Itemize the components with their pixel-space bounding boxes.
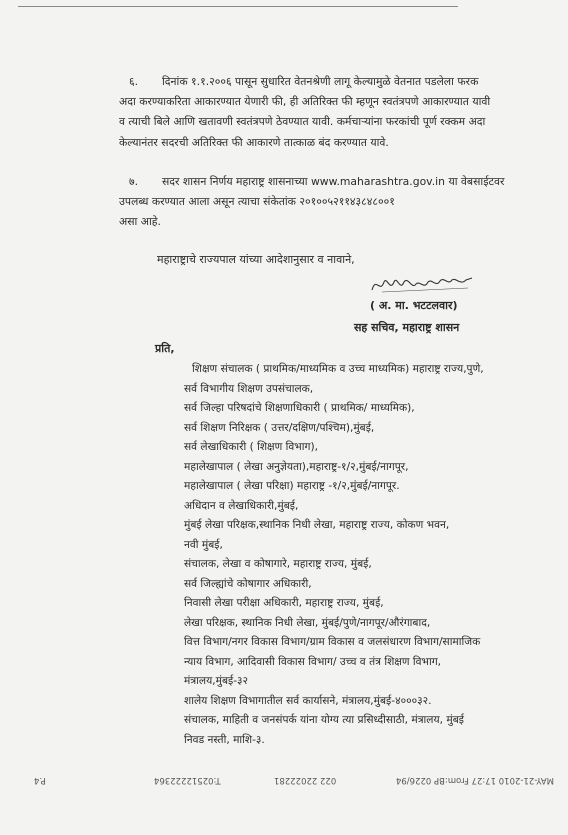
paragraph-line: केल्यानंतर सदरची अतिरिक्त फी आकारणे तात्काळ बंद करण्यात यावे. bbox=[119, 136, 389, 149]
fax-stamp: MAY-21-2010 17:27 From:BP 0226/94 bbox=[395, 775, 554, 785]
decree-line: महाराष्ट्राचे राज्यपाल यांच्या आदेशानुसार व नावाने, bbox=[157, 253, 355, 266]
paragraph-number: ७. bbox=[129, 175, 139, 188]
signatory-name: ( अ. मा. भटटलवार) bbox=[370, 299, 458, 312]
fax-phone: T:02512222364 bbox=[154, 775, 221, 785]
recipient-item: लेखा परिक्षक, स्थानिक निधी लेखा, मुंबई/पुणे/नागपूर/औरंगाबाद, bbox=[184, 616, 431, 629]
paragraph-line: व त्याची बिले आणि खतावणी स्वतंत्रपणे ठेवण्यात यावी. कर्मचाऱ्यांना फरकांची पूर्ण रक्कम अदा bbox=[119, 115, 486, 128]
recipient-item: निवड नस्ती, माशि-३. bbox=[184, 733, 265, 746]
fax-page-number: P.4 bbox=[34, 775, 46, 785]
recipient-item: अधिदान व लेखाधिकारी,मुंबई, bbox=[184, 499, 299, 512]
recipient-item: शालेय शिक्षण विभागातील सर्व कार्यासने, मंत्रालय,मुंबई-४०००३२. bbox=[184, 694, 432, 707]
paragraph-line: दिनांक १.१.२००६ पासून सुधारित वेतनश्रेणी लागू केल्यामुळे वेतनात पडलेला फरक bbox=[162, 75, 479, 88]
signature-block bbox=[346, 278, 546, 338]
recipient-item: वित्त विभाग/नगर विकास विभाग/ग्राम विकास व जलसंधारण विभाग/सामाजिक bbox=[184, 636, 481, 648]
recipient-item: सर्व जिल्हा परिषदांचे शिक्षणाधिकारी ( प्राथमिक/ माध्यमिक), bbox=[184, 402, 415, 414]
paragraph-number: ६. bbox=[129, 75, 139, 88]
paragraph-line: अदा करण्याकरिता आकारण्यात येणारी फी, ही अतिरिक्त फी म्हणून स्वतंत्रपणे आकारण्यात यावी bbox=[119, 95, 491, 108]
signatory-title: सह सचिव, महाराष्ट्र शासन bbox=[354, 321, 460, 334]
recipient-item: संचालक, लेखा व कोषागारे, महाराष्ट्र राज्य, मुंबई, bbox=[184, 558, 372, 570]
recipient-item: मुंबई लेखा परिक्षक,स्थानिक निधी लेखा, महाराष्ट्र राज्य, कोकण भवन, bbox=[184, 519, 450, 531]
recipient-item: महालेखापाल ( लेखा परिक्षा) महाराष्ट्र -१/२,मुंबई/नागपूर. bbox=[184, 480, 400, 492]
fax-code: 022 22022281 bbox=[274, 775, 337, 785]
recipient-item: महालेखापाल ( लेखा अनुज्ञेयता),महाराष्ट्र-१/२,मुंबई/नागपूर, bbox=[184, 460, 409, 473]
recipients-list bbox=[184, 360, 484, 750]
recipient-item: नवी मुंबई, bbox=[184, 538, 223, 551]
recipient-item: सर्व जिल्ह्यांचे कोषागार अधिकारी, bbox=[184, 577, 312, 590]
recipients-heading: प्रति, bbox=[155, 342, 175, 355]
fax-transmission-footer bbox=[34, 771, 554, 785]
paragraph-line: उपलब्ध करण्यात आला असून त्याचा संकेतांक २०१००५२११४३८४८००१ bbox=[119, 195, 395, 208]
recipient-item: सर्व लेखाधिकारी ( शिक्षण विभाग), bbox=[184, 441, 318, 453]
handwritten-signature bbox=[368, 272, 478, 298]
paragraph-line: असा आहे. bbox=[119, 215, 161, 228]
top-rule bbox=[18, 6, 458, 7]
recipient-item: न्याय विभाग, आदिवासी विकास विभाग/ उच्च व तंत्र शिक्षण विभाग, bbox=[184, 655, 442, 668]
paragraph-line: सदर शासन निर्णय महाराष्ट्र शासनाच्या www.maharashtra.gov.in या वेबसाईटवर bbox=[162, 175, 505, 188]
recipient-item: सर्व विभागीय शिक्षण उपसंचालक, bbox=[184, 382, 314, 395]
recipient-item: सर्व शिक्षण निरिक्षक ( उत्तर/दक्षिण/पश्चिम),मुंबई, bbox=[184, 421, 375, 434]
recipient-item: शिक्षण संचालक ( प्राथमिक/माध्यमिक व उच्च माध्यमिक) महाराष्ट्र राज्य,पुणे, bbox=[192, 363, 484, 375]
recipient-item: मंत्रालय,मुंबई-३२ bbox=[184, 675, 249, 687]
recipient-item: संचालक, माहिती व जनसंपर्क यांना योग्य त्या प्रसिध्दीसाठी, मंत्रालय, मुंबई bbox=[184, 714, 464, 726]
recipient-item: निवासी लेखा परीक्षा अधिकारी, महाराष्ट्र राज्य, मुंबई, bbox=[184, 597, 384, 609]
